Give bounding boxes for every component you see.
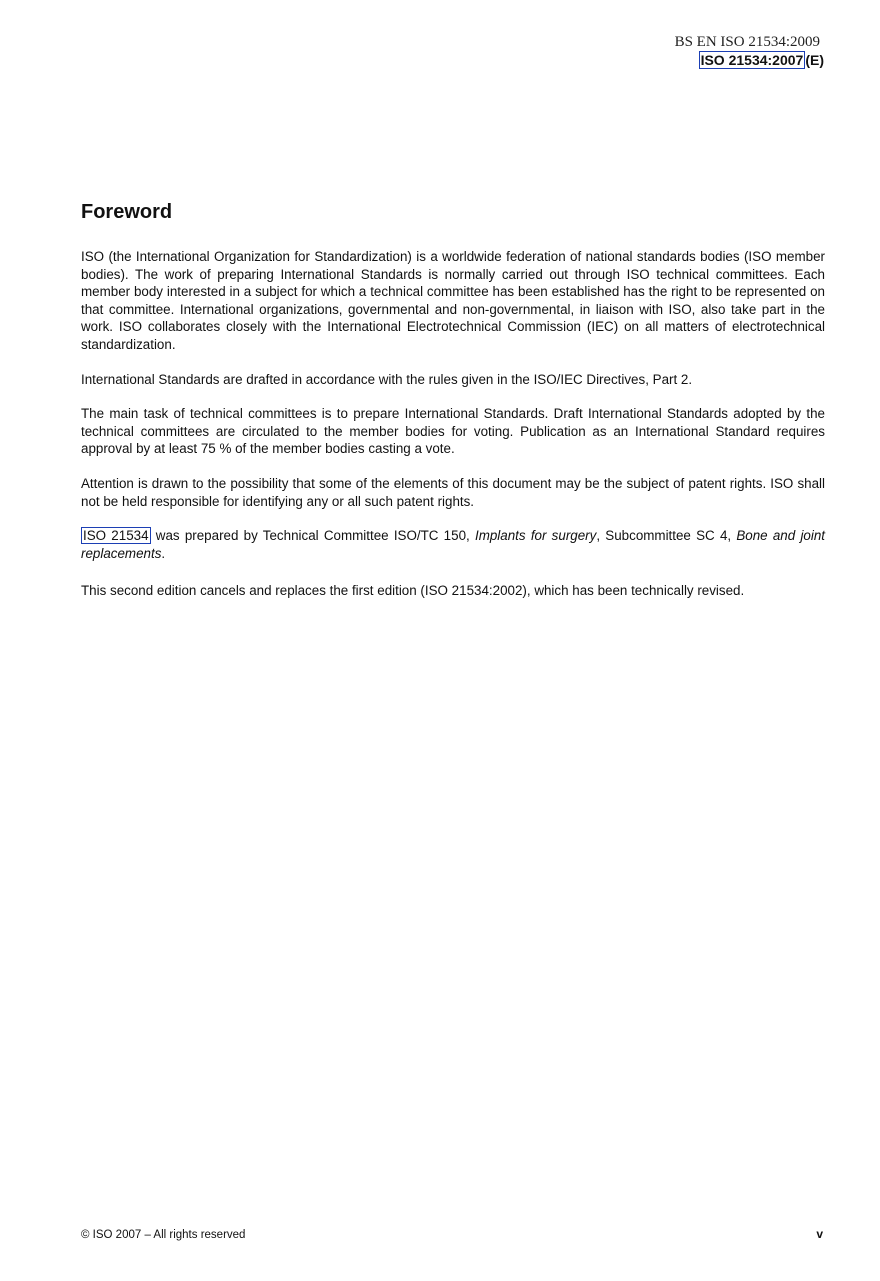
preparation-text-b: , Subcommittee SC 4,: [596, 528, 737, 544]
subcommittee-title: Bone and joint replacements: [81, 528, 826, 561]
foreword-body: [81, 248, 825, 617]
iso-21534-link[interactable]: ISO 21534: [83, 528, 149, 544]
iso-language-suffix: (E): [805, 52, 824, 68]
bs-standard-designation: BS EN ISO 21534:2009: [674, 34, 820, 50]
paragraph-patent-rights: Attention is drawn to the possibility that some of the elements of this document may be the subject of patent rights. ISO shall not be held responsible for identifying any or all such patent rights.: [81, 475, 825, 509]
page-number: v: [816, 1227, 823, 1241]
paragraph-technical-committees: The main task of technical committees is to prepare International Standards. Draft International Standards adopted by the technical committees are circulated to the member bodies for voting. Publication as an International Standard requires approval by at least 75 % of the member bodies casting a vote.: [81, 406, 825, 457]
paragraph-drafting-rules: International Standards are drafted in accordance with the rules given in the ISO/IEC Directives, Part 2.: [81, 371, 693, 387]
copyright-notice: © ISO 2007 – All rights reserved: [81, 1229, 246, 1241]
preparation-text-a: was prepared by Technical Committee ISO/TC 150,: [150, 528, 475, 544]
iso-standard-link[interactable]: ISO 21534:2007: [700, 52, 804, 68]
page-title: Foreword: [81, 201, 173, 223]
paragraph-iso-description: ISO (the International Organization for Standardization) is a worldwide federation of national standards bodies (ISO member bodies). The work of preparing International Standards is normally carried out through ISO technical committees. Each member body interested in a subject for which a technical committee has been established has the right to be represented on that committee. International organizations, governmental and non-governmental, in liaison with ISO, also take part in the work. ISO collaborates closely with the International Electrotechnical Commission (IEC) on all matters of electrotechnical standardization.: [81, 249, 825, 352]
paragraph-preparation: [81, 527, 825, 562]
committee-title: Implants for surgery: [474, 528, 597, 544]
paragraph-edition-note: This second edition cancels and replaces the first edition (ISO 21534:2002), which has been technically revised.: [81, 583, 745, 599]
preparation-text-c: .: [161, 545, 166, 561]
iso-standard-header: [699, 52, 824, 69]
